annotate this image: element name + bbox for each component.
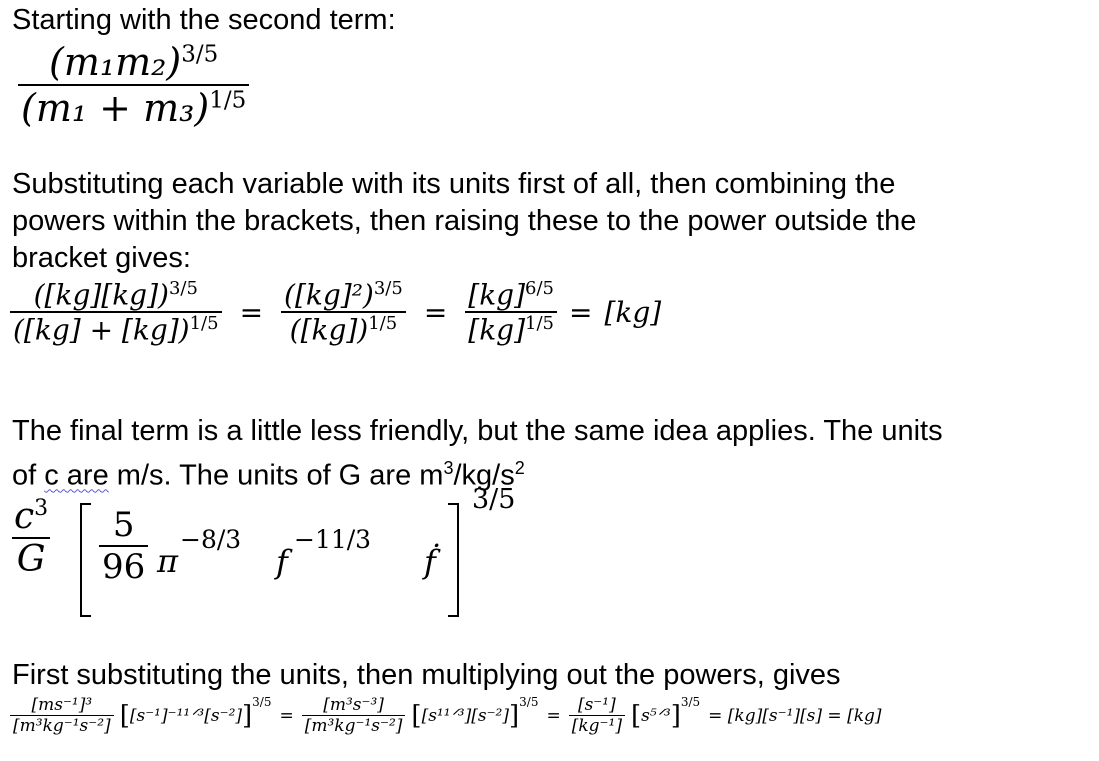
- eq4-bracket-1-content: [s⁻¹]⁻¹¹ᐟ³[s⁻²]: [129, 705, 243, 726]
- eq2-fraction-2: [281, 278, 406, 347]
- eq3-fraction-denominator: 96: [102, 547, 146, 587]
- eq1-numerator-exponent: 3/5: [181, 41, 219, 68]
- eq2-f3-numerator: [kg]: [468, 278, 526, 312]
- units-superscript-3: 3: [443, 458, 454, 478]
- eq3-c: c: [14, 496, 35, 537]
- final-term-text-b: m/s. The units of G are m: [108, 459, 444, 492]
- eq4-result: = [kg][s⁻¹][s] = [kg]: [708, 705, 882, 726]
- eq4-fraction-2: [302, 695, 406, 736]
- eq2-f1-numerator: ([kg][kg]): [33, 278, 169, 312]
- eq3-f-dot: ḟ: [424, 543, 436, 581]
- eq3-c-over-G: [12, 496, 50, 580]
- eq2-f3-denominator-exponent: 1/5: [525, 313, 554, 335]
- eq2-f1-denominator-exponent: 1/5: [189, 313, 219, 335]
- eq3-f: f: [276, 543, 288, 581]
- units-superscript-2: 2: [514, 458, 525, 478]
- spellcheck-flagged-phrase[interactable]: c are: [44, 459, 109, 492]
- eq1-fraction: [18, 40, 249, 130]
- final-term-text-c: /kg/s: [453, 459, 515, 492]
- eq3-left-bracket: [80, 503, 91, 617]
- final-term-text-a: of: [12, 459, 45, 492]
- eq3-fraction-numerator: 5: [112, 505, 135, 545]
- eq4-f3-numerator: [s⁻¹]: [577, 695, 616, 715]
- eq4-fraction-1: [10, 695, 114, 736]
- eq1-denominator-exponent: 1/5: [209, 87, 247, 114]
- eq4-f1-numerator: [ms⁻¹]³: [31, 695, 93, 715]
- eq3-outer-exponent: 3/5: [472, 484, 516, 515]
- eq2-f3-numerator-exponent: 6/5: [525, 278, 554, 299]
- eq1-numerator: (m₁m₂): [49, 40, 182, 84]
- substitution-text-line-2: powers within the brackets, then raising these to the power outside the: [12, 205, 917, 237]
- substitution-text-line-1: Substituting each variable with its units first of all, then combining the: [12, 168, 896, 200]
- eq3-c-exponent: 3: [34, 496, 49, 521]
- eq2-f2-numerator-exponent: 3/5: [373, 278, 403, 299]
- eq4-f3-denominator: [kg⁻¹]: [571, 716, 622, 736]
- eq2-f2-denominator-exponent: 1/5: [368, 313, 398, 335]
- final-term-text-line-2: [12, 450, 525, 495]
- eq4-bracket-3-content: s⁵ᐟ³: [641, 705, 671, 726]
- eq2-equals-3: =: [569, 295, 593, 329]
- eq1-denominator: (m₁ + m₃): [21, 86, 210, 130]
- equation-second-term: [18, 40, 249, 130]
- eq3-pi: π: [157, 542, 179, 580]
- substituting-units-text: First substituting the units, then multiplying out the powers, gives: [12, 659, 841, 691]
- eq4-bracket-2-exponent: 3/5: [519, 695, 539, 709]
- eq2-f3-denominator: [kg]: [468, 313, 526, 347]
- eq2-result: [kg]: [604, 295, 662, 329]
- equation-final-units: $\frac{\text{[ms⁻¹]³}}{\text{[m³kg⁻¹s⁻²]}}$ [ [s⁻¹]⁻¹¹ᐟ³[s⁻²] ] $^{3/5}$ = $\frac{\text{[m³s⁻³]}}{\text{[m³kg⁻¹s⁻²]}}$ [ [s¹¹ᐟ³][s⁻²] ] $^{3/5}$ = $\frac{\text{[s⁻¹]}}{\text{[kg⁻¹]}}$ [ s⁵ᐟ³ ] $^{3/5}$ = [kg][s⁻¹][s] = [kg]: [10, 695, 882, 736]
- equation-kg-units: [10, 278, 661, 347]
- eq3-f-exponent: −11/3: [294, 525, 372, 554]
- final-term-text-line-1: The final term is a little less friendly, but the same idea applies. The units: [12, 415, 943, 447]
- eq4-f2-numerator: [m³s⁻³]: [323, 695, 384, 715]
- eq4-equals-2: =: [546, 705, 561, 726]
- eq2-f2-numerator: ([kg]²): [284, 278, 374, 312]
- eq2-equals-2: =: [423, 295, 448, 329]
- eq4-bracket-2-content: [s¹¹ᐟ³][s⁻²]: [421, 705, 509, 726]
- eq4-equals-1: =: [279, 705, 294, 726]
- eq3-5-over-96: [99, 505, 148, 587]
- eq4-f2-denominator: [m³kg⁻¹s⁻²]: [304, 716, 403, 736]
- eq2-f1-numerator-exponent: 3/5: [168, 278, 198, 299]
- eq2-f1-denominator: ([kg] + [kg]): [13, 313, 190, 347]
- eq2-fraction-1: [10, 278, 222, 347]
- eq4-f1-denominator: [m³kg⁻¹s⁻²]: [13, 716, 111, 736]
- eq3-right-bracket: [448, 503, 459, 617]
- eq3-pi-exponent: −8/3: [180, 525, 242, 554]
- eq2-fraction-3: [465, 278, 557, 347]
- eq3-G: G: [16, 539, 46, 580]
- eq4-fraction-3: [569, 695, 625, 736]
- intro-text: Starting with the second term:: [12, 4, 396, 36]
- eq2-f2-denominator: ([kg]): [289, 313, 369, 347]
- eq2-equals-1: =: [239, 295, 264, 329]
- eq4-bracket-3-exponent: 3/5: [680, 695, 701, 709]
- eq4-bracket-1-exponent: 3/5: [252, 695, 272, 709]
- substitution-text-line-3: bracket gives:: [12, 242, 191, 274]
